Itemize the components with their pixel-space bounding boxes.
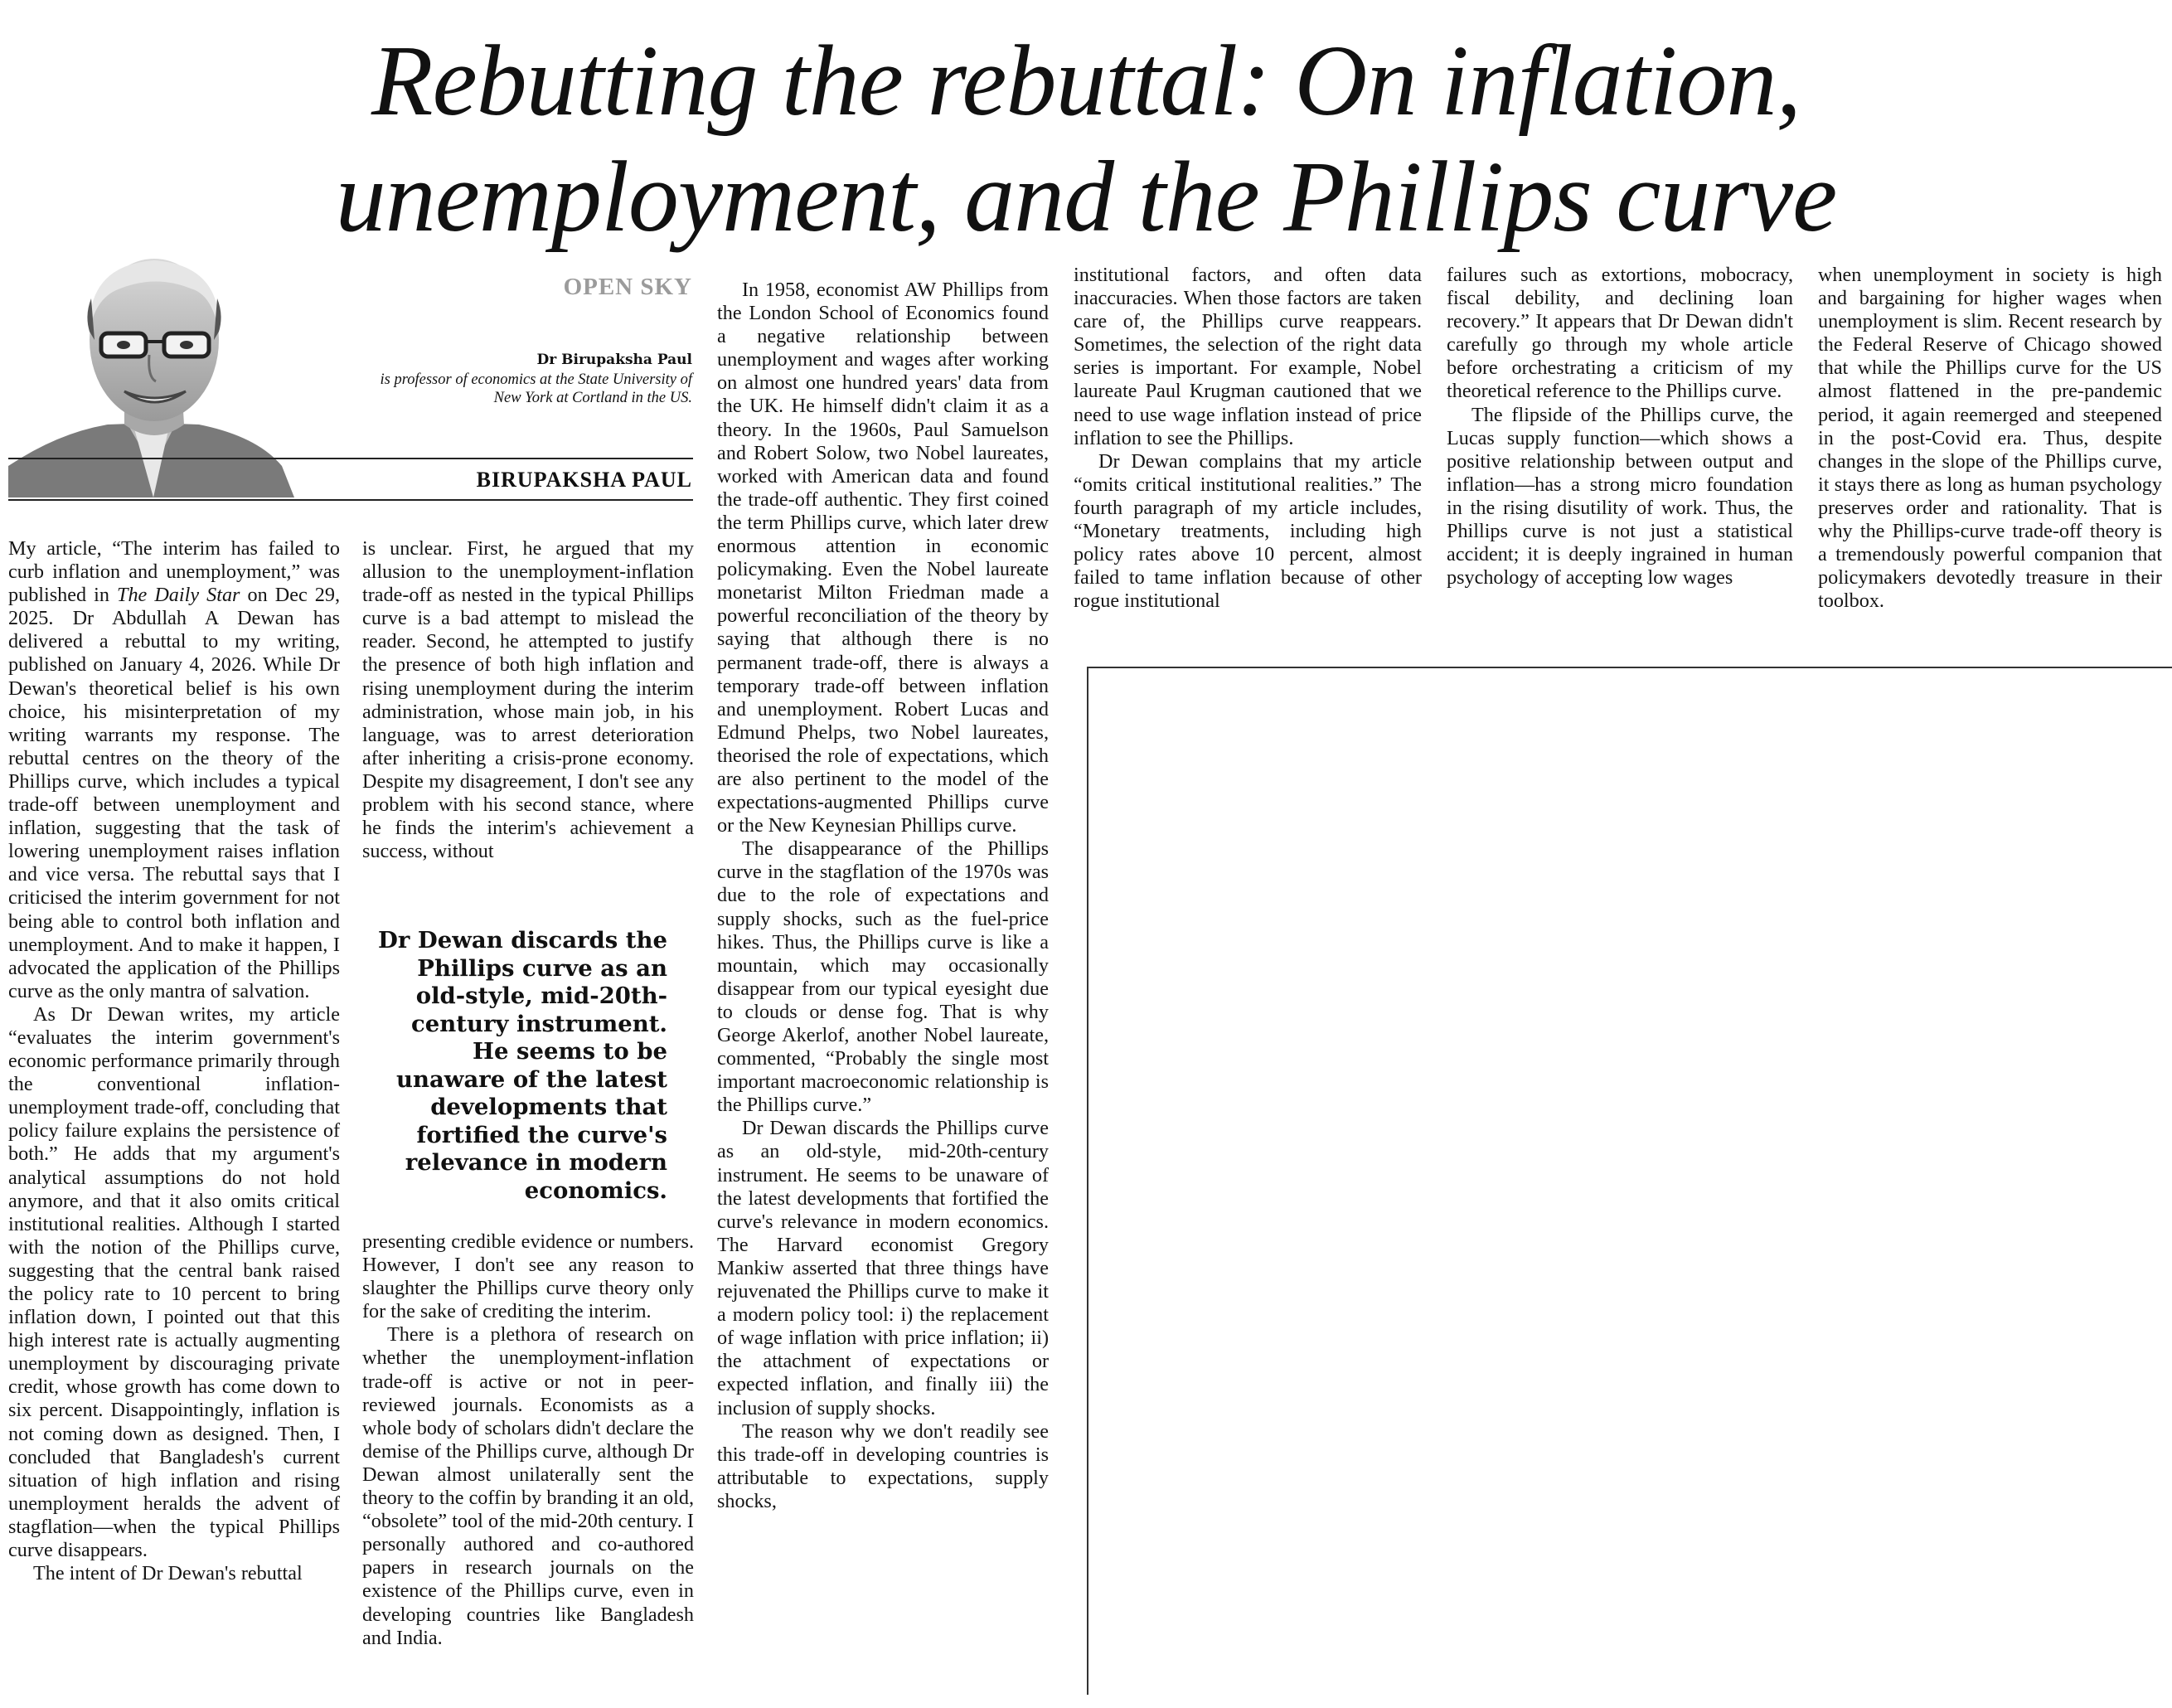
paragraph: failures such as extortions, mobocracy, fiscal debility, and declining loan recovery.” It appears that Dr Dewan didn't carefully go through my whole article before orchestrating a criticism of my theoretical reference to the Phillips curve. bbox=[1447, 264, 1793, 403]
paragraph: As Dr Dewan writes, my article “evaluates the interim government's economic performance primarily through the conventional inflation-unemployment trade-off, concluding that policy failure explains the persistence of both.” He adds that my argument's analytical assumptions do not hold anymore, and that it also omits critical institutional realities. Although I started with the notion of the Phillips curve, suggesting that the central bank raised the policy rate to 10 percent to bring inflation down, I pointed out that this high interest rate is actually augmenting unemployment by discouraging private credit, whose growth has come down to six percent. Disappointingly, inflation is not coming down as designed. Then, I concluded that Bangladesh's current situation of high inflation and rising unemployment heralds the advent of stagflation—when the typical Phillips curve disappears. bbox=[8, 1002, 340, 1562]
paragraph bbox=[8, 537, 340, 1003]
byline-divider-bottom bbox=[8, 499, 693, 501]
headline bbox=[0, 23, 2172, 255]
text: My article, “The interim has failed to curb inflation and unemployment,” was published in bbox=[8, 537, 340, 607]
paragraph: The disappearance of the Phillips curve in the stagflation of the 1970s was due to the role of expectations and supply shocks, such as the fuel-price hikes. Thus, the Phillips curve is like a mountain, which may occasionally disappear from our typical eyesight due to clouds or dense fog. That is why George Akerlof, another Nobel laureate, commented, “Probably the single most important macroeconomic relationship is the Phillips curve.” bbox=[717, 837, 1049, 1117]
byline-divider bbox=[8, 458, 693, 459]
author-name: Dr Birupaksha Paul bbox=[536, 352, 692, 368]
paragraph: institutional factors, and often data inaccuracies. When those factors are taken care of, the Phillips curve reappears. Sometimes, the selection of the right data series is important. For example, Nobel laureate Paul Krugman cautioned that we need to use wage inflation instead of price inflation to see the Phillips. bbox=[1074, 264, 1422, 449]
article-column-2-top bbox=[362, 537, 694, 863]
article-column-1 bbox=[8, 537, 340, 1585]
paragraph: The reason why we don't readily see this trade-off in developing countries is attributable to expectations, supply shocks, bbox=[717, 1419, 1049, 1512]
author-bio-line-1: is professor of economics at the State University of bbox=[380, 371, 692, 388]
column-label: OPEN SKY bbox=[563, 274, 692, 300]
paragraph: The intent of Dr Dewan's rebuttal bbox=[33, 1562, 303, 1585]
paragraph: The flipside of the Phillips curve, the Lucas supply function—which shows a positive relationship between output and inflation—has a strong micro foundation in the rising disutility of work. Thus, the Phillips curve is not just a statistical accident; it is deeply ingrained in human psychology of accepting low wages bbox=[1447, 403, 1793, 590]
paragraph: presenting credible evidence or numbers. However, I don't see any reason to slaughter the Phillips curve theory only for the sake of crediting the interim. bbox=[362, 1230, 694, 1323]
paragraph: Dr Dewan complains that my article “omits critical institutional realities.” The fourth paragraph of my article includes, “Monetary treatments, including high policy rates above 10 percent, almost failed to tame inflation because of other rogue institutional bbox=[1074, 449, 1422, 613]
headline-line-1: Rebutting the rebuttal: On inflation, bbox=[371, 25, 1801, 137]
paragraph: In 1958, economist AW Phillips from the London School of Economics found a negative relationship between unemployment and wages after working on almost one hundred years' data from the UK. He himself didn't claim it as a theory. In the 1960s, Paul Samuelson and Robert Solow, two Nobel laureates, worked with American data and found the trade-off authentic. They first coined the term Phillips curve, which later drew enormous attention in economic policymaking. Even the Nobel laureate monetarist Milton Friedman made a powerful reconciliation of the theory by saying that although there is no permanent trade-off, there is always a temporary trade-off between inflation and unemployment. Robert Lucas and Edmund Phelps, two Nobel laureates, theorised the role of expectations, which are also pertinent to the model of the expectations-augmented Phillips curve or the New Keynesian Phillips curve. bbox=[717, 279, 1049, 837]
article-column-5 bbox=[1447, 264, 1793, 590]
author-photo bbox=[8, 249, 323, 497]
paragraph: Dr Dewan discards the Phillips curve as an old-style, mid-20th-century instrument. He seems to be unaware of the latest developments that fortified the curve's relevance in modern economics. The Harvard economist Gregory Mankiw asserted that three things have rejuvenated the Phillips curve to make it a modern policy tool: i) the replacement of wage inflation with price inflation; ii) the attachment of expectations or expected inflation, and finally iii) the inclusion of supply shocks. bbox=[717, 1117, 1049, 1419]
paragraph: There is a plethora of research on whether the unemployment-inflation trade-off is active or not in peer-reviewed journals. Economists as a whole body of scholars didn't declare the demise of the Phillips curve, although Dr Dewan almost unilaterally sent the theory to the coffin by branding it an old, “obsolete” tool of the mid-20th century. I personally authored and co-authored papers in research journals on the existence of the Phillips curve, even in developing countries like Bangladesh and India. bbox=[362, 1323, 694, 1649]
article-column-4 bbox=[1074, 264, 1422, 613]
paragraph: when unemployment in society is high and bargaining for higher wages when unemployment is slim. Recent research by the Federal Reserve of Chicago showed that while the Phillips curve for the US almost flattened in the pre-pandemic period, it again reemerged and steepened in the post-Covid era. Thus, despite changes in the slope of the Phillips curve, it stays there as long as human psychology preserves order and rationality. That is why the Phillips-curve trade-off theory is a tremendously powerful companion that policymakers devotedly treasure in their toolbox. bbox=[1818, 264, 2162, 613]
author-bio-line-2: New York at Cortland in the US. bbox=[493, 390, 692, 406]
author-caps: BIRUPAKSHA PAUL bbox=[476, 468, 692, 492]
newspaper-name: The Daily Star bbox=[117, 584, 240, 607]
article-column-3 bbox=[717, 279, 1049, 1513]
paragraph: is unclear. First, he argued that my allusion to the unemployment-inflation trade-off as nested in the typical Phillips curve is a bad attempt to mislead the reader. Second, he attempted to justify the presence of both high inflation and rising unemployment during the interim administration, whose main job, in his language, was to arrest deterioration after inheriting a crisis-prone economy. Despite my disagreement, I don't see any problem with his second stance, where he finds the interim's achievement a success, without bbox=[362, 537, 694, 863]
article-column-6 bbox=[1818, 264, 2162, 613]
pull-quote: Dr Dewan discards the Phillips curve as an old-style, mid-20th-century instrument. He seems to be unaware of the latest developments that fortified the curve's relevance in modern economics. bbox=[377, 927, 667, 1204]
author-bio bbox=[332, 371, 692, 407]
text: on Dec 29, 2025. Dr Abdullah A Dewan has delivered a rebuttal to my writing, published on January 4, 2026. While Dr Dewan's theoretical belief is his own choice, his misinterpretation of my writing warrants my response. The rebuttal centres on the theory of the Phillips curve, which includes a typical trade-off between unemployment and inflation, suggesting that the task of lowering unemployment raises inflation and vice versa. The rebuttal says that I criticised the interim government for not being able to control both inflation and unemployment. And to make it happen, I advocated the application of the Phillips curve as the only mantra of salvation. bbox=[8, 584, 341, 1002]
empty-advert-space bbox=[1087, 667, 2172, 1695]
headline-line-2: unemployment, and the Phillips curve bbox=[335, 141, 1837, 253]
article-column-2-bottom bbox=[362, 1230, 694, 1650]
